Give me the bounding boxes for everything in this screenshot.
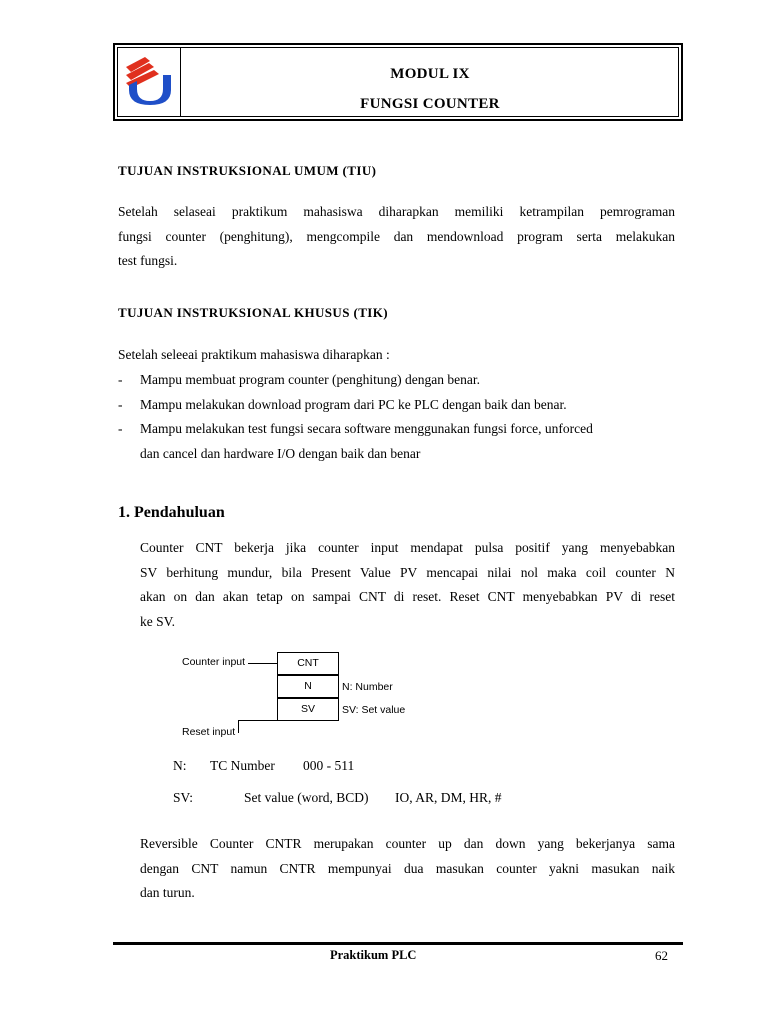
tiu-line: Setelah selaseai praktikum mahasiswa diharapkan memiliki ketrampilan pemrograman — [118, 204, 675, 219]
cnt-cell: CNT — [277, 652, 339, 675]
counter-input-label: Counter input — [182, 656, 246, 668]
tiu-line: test fungsi. — [118, 253, 178, 268]
section-paragraph-1 — [140, 536, 675, 634]
sv-description: SV: Set value — [342, 704, 406, 716]
footer-label: Praktikum PLC — [330, 948, 417, 962]
sv-cell: SV — [277, 698, 339, 721]
bullet-dash: - — [118, 372, 123, 387]
paragraph-line: ke SV. — [140, 613, 176, 629]
tiu-heading: TUJUAN INSTRUKSIONAL UMUM (TIU) — [118, 163, 377, 178]
tik-intro: Setelah seleeai praktikum mahasiswa diharapkan : — [118, 347, 390, 362]
n-row-range: 000 - 511 — [303, 758, 355, 773]
reset-input-line-vertical — [238, 720, 239, 733]
section-paragraph-2 — [140, 832, 675, 906]
paragraph-line: Reversible Counter CNTR merupakan counter up dan down yang bekerjanya sama — [140, 836, 675, 851]
page-number: 62 — [655, 948, 668, 963]
footer-rule — [113, 942, 683, 945]
paragraph-line: dan turun. — [140, 885, 195, 900]
tiu-paragraph — [118, 200, 675, 274]
paragraph-line: SV berhitung mundur, bila Present Value PV mencapai nilai nol maka coil counter N — [140, 564, 675, 580]
n-cell: N — [277, 675, 339, 698]
bullet-dash: - — [118, 421, 123, 436]
reset-input-line-horizontal — [238, 720, 278, 721]
section-title: 1. Pendahuluan — [118, 504, 225, 521]
tik-bullet: Mampu membuat program counter (penghitung) dengan benar. — [140, 372, 481, 387]
tik-heading: TUJUAN INSTRUKSIONAL KHUSUS (TIK) — [118, 305, 389, 320]
sv-row-desc: Set value (word, BCD) — [244, 790, 369, 805]
tik-bullet: Mampu melakukan download program dari PC ke PLC dengan baik dan benar. — [140, 397, 567, 412]
reset-input-label: Reset input — [182, 726, 236, 738]
logo-red-stripes — [126, 57, 159, 88]
module-number: MODUL IX — [390, 66, 470, 82]
paragraph-line: akan on dan akan tetap on sampai CNT di reset. Reset CNT menyebabkan PV di reset — [140, 589, 675, 604]
paragraph-line: dengan CNT namun CNTR mempunyai dua masukan counter yakni masukan naik — [140, 860, 675, 876]
tik-bullet-continuation: dan cancel dan hardware I/O dengan baik dan benar — [140, 446, 421, 461]
module-title: FUNGSI COUNTER — [360, 96, 500, 112]
tiu-line: fungsi counter (penghitung), mengcompile dan mendownload program serta melakukan — [118, 228, 675, 244]
n-description: N: Number — [342, 681, 393, 693]
counter-input-line — [248, 663, 278, 664]
sv-row-range: IO, AR, DM, HR, # — [395, 790, 502, 805]
tik-bullet: Mampu melakukan test fungsi secara software menggunakan fungsi force, unforced — [140, 421, 593, 436]
bullet-dash: - — [118, 397, 123, 412]
paragraph-line: Counter CNT bekerja jika counter input mendapat pulsa positif yang menyebabkan — [140, 540, 675, 555]
institution-logo-icon — [123, 53, 175, 105]
n-row-desc: TC Number — [210, 758, 275, 773]
n-row-label: N: — [173, 758, 187, 773]
sv-row-label: SV: — [173, 790, 194, 805]
